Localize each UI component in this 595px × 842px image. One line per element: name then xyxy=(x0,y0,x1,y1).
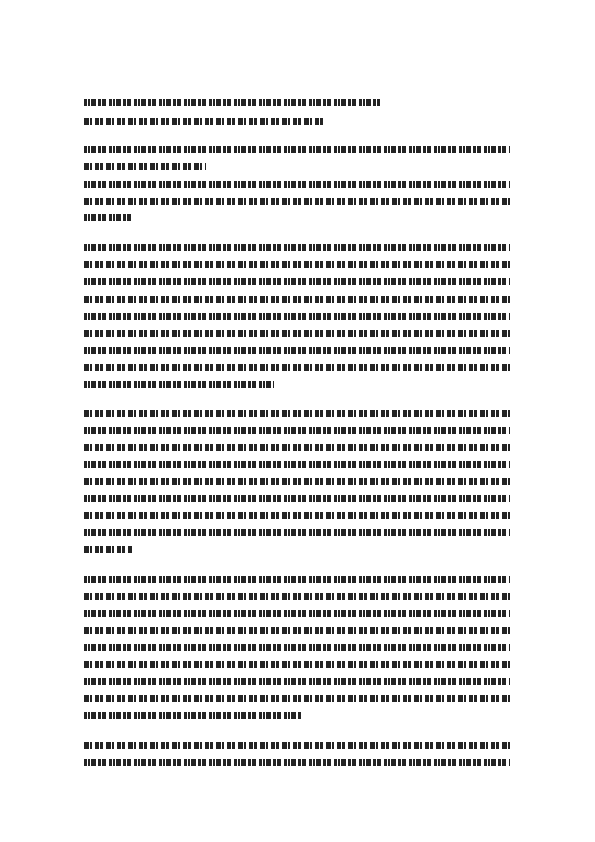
p1-line-4 xyxy=(84,296,510,303)
p3-line-9 xyxy=(84,712,302,719)
p4-line-1 xyxy=(84,742,510,749)
p3-line-6 xyxy=(84,661,510,668)
s1-line-1 xyxy=(84,146,510,153)
s2-line-2 xyxy=(84,198,510,205)
p1-line-7 xyxy=(84,347,510,354)
p2-line-4 xyxy=(84,461,510,468)
header-line-1 xyxy=(84,99,380,106)
p3-line-2 xyxy=(84,593,510,600)
p1-line-1 xyxy=(84,244,510,251)
p2-line-3 xyxy=(84,444,510,451)
header-line-2 xyxy=(84,118,326,125)
p2-line-2 xyxy=(84,427,510,434)
p1-line-9 xyxy=(84,381,274,388)
p3-line-3 xyxy=(84,610,510,617)
p1-line-8 xyxy=(84,364,510,371)
p1-line-2 xyxy=(84,261,510,268)
p1-line-5 xyxy=(84,313,510,320)
p2-line-1 xyxy=(84,410,510,417)
p3-line-1 xyxy=(84,576,510,583)
p3-line-4 xyxy=(84,627,510,634)
p2-line-7 xyxy=(84,512,510,519)
p1-line-6 xyxy=(84,330,510,337)
p2-line-9 xyxy=(84,546,132,553)
p2-line-8 xyxy=(84,529,510,536)
s1-line-2 xyxy=(84,163,206,170)
p1-line-3 xyxy=(84,278,510,285)
p4-line-2 xyxy=(84,759,510,766)
p2-line-5 xyxy=(84,478,510,485)
p3-line-5 xyxy=(84,644,510,651)
p3-line-7 xyxy=(84,678,510,685)
s2-line-1 xyxy=(84,181,510,188)
s2-line-3 xyxy=(84,214,134,221)
p3-line-8 xyxy=(84,695,510,702)
p2-line-6 xyxy=(84,495,510,502)
